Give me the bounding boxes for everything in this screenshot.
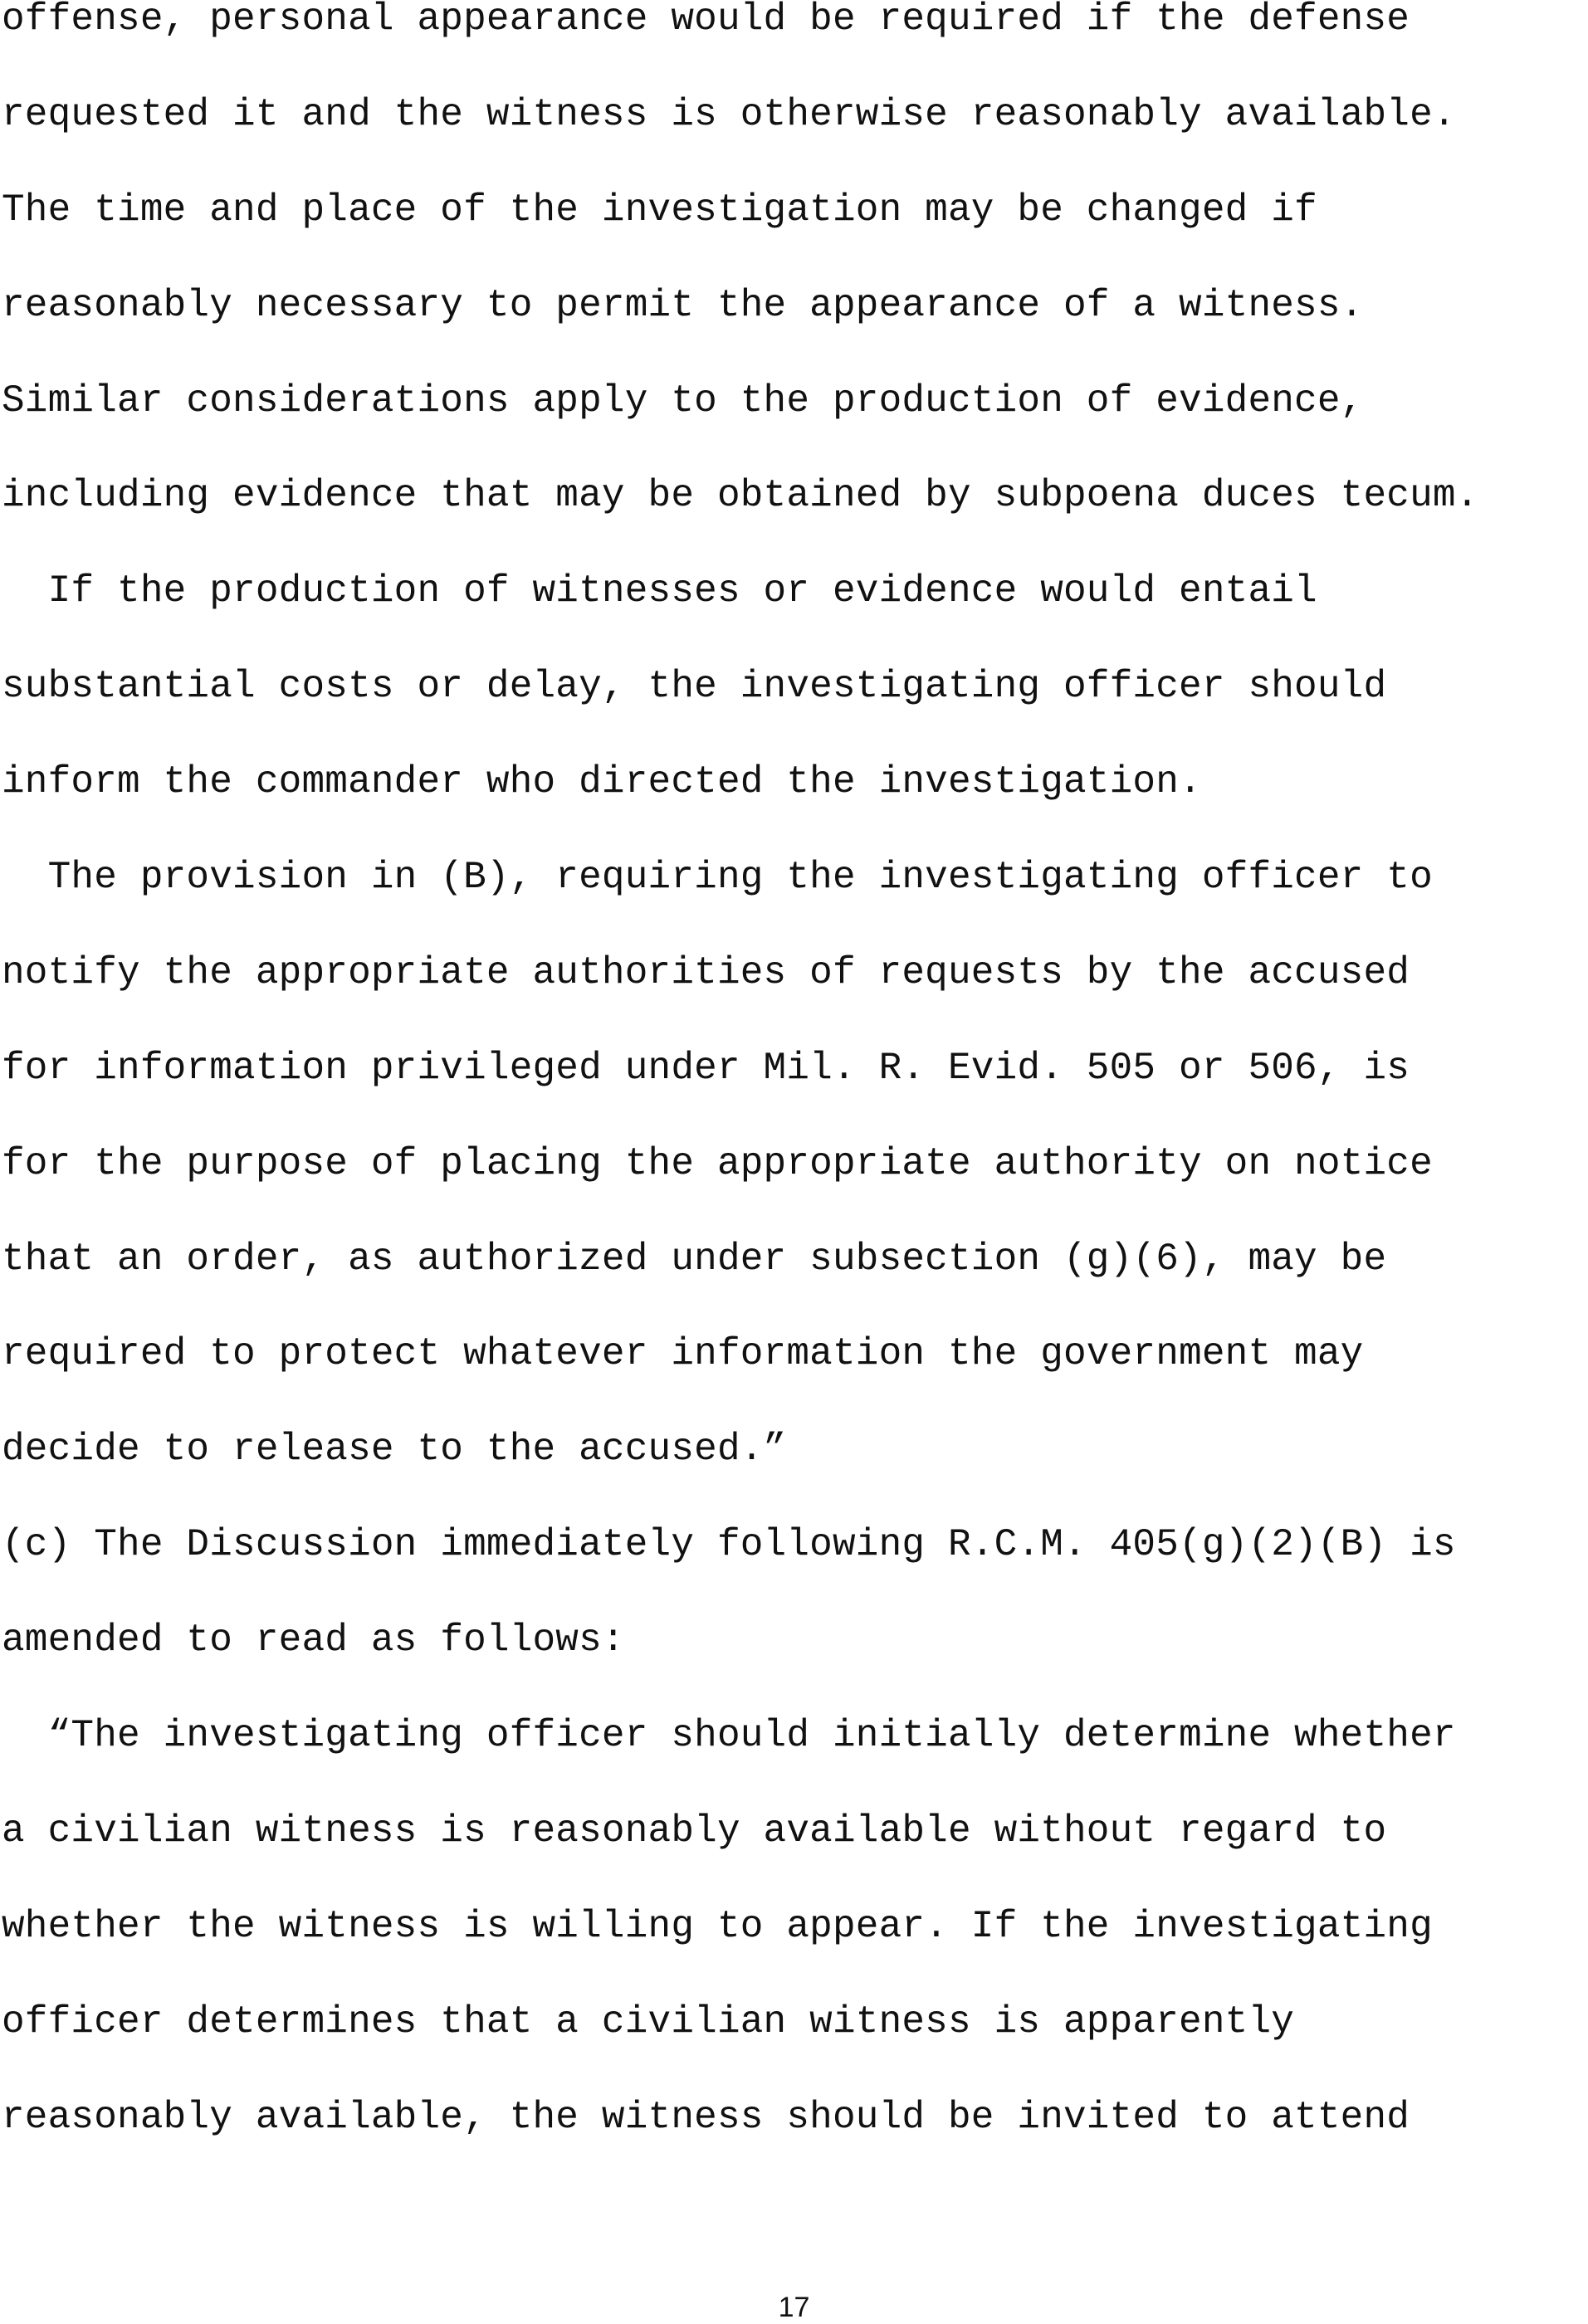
text-line: for the purpose of placing the appropriate authority on notice — [2, 1141, 1433, 1185]
text-line: Similar considerations apply to the production of evidence, — [2, 378, 1364, 422]
text-line: officer determines that a civilian witness is apparently — [2, 1999, 1295, 2043]
text-line: requested it and the witness is otherwise reasonably available. — [2, 92, 1456, 136]
text-line: substantial costs or delay, the investigating officer should — [2, 665, 1387, 709]
text-line: notify the appropriate authorities of requests by the accused — [2, 950, 1410, 994]
text-line: a civilian witness is reasonably available without regard to — [2, 1809, 1387, 1853]
text-line: for information privileged under Mil. R. Evid. 505 or 506, is — [2, 1046, 1410, 1090]
text-line: that an order, as authorized under subsection (g)(6), may be — [2, 1237, 1387, 1281]
text-line: including evidence that may be obtained by subpoena duces tecum. — [2, 474, 1479, 518]
text-line: If the production of witnesses or evidence would entail — [2, 569, 1317, 613]
text-line: reasonably available, the witness should be invited to attend — [2, 2095, 1410, 2139]
page-number: 17 — [778, 2292, 810, 2323]
text-line: required to protect whatever information the government may — [2, 1332, 1364, 1376]
text-line: inform the commander who directed the investigation. — [2, 760, 1202, 804]
text-line: amended to read as follows: — [2, 1618, 625, 1662]
text-line: reasonably necessary to permit the appearance of a witness. — [2, 283, 1364, 327]
text-line: (c) The Discussion immediately following R.C.M. 405(g)(2)(B) is — [2, 1523, 1456, 1567]
text-line: whether the witness is willing to appear. If the investigating — [2, 1904, 1433, 1948]
body-text — [2, 0, 1583, 2193]
text-line: “The investigating officer should initially determine whether — [2, 1714, 1456, 1758]
text-line: The provision in (B), requiring the investigating officer to — [2, 856, 1433, 900]
text-line: The time and place of the investigation may be changed if — [2, 188, 1317, 232]
text-line: decide to release to the accused.” — [2, 1428, 787, 1472]
text-line: offense, personal appearance would be required if the defense — [2, 0, 1410, 41]
